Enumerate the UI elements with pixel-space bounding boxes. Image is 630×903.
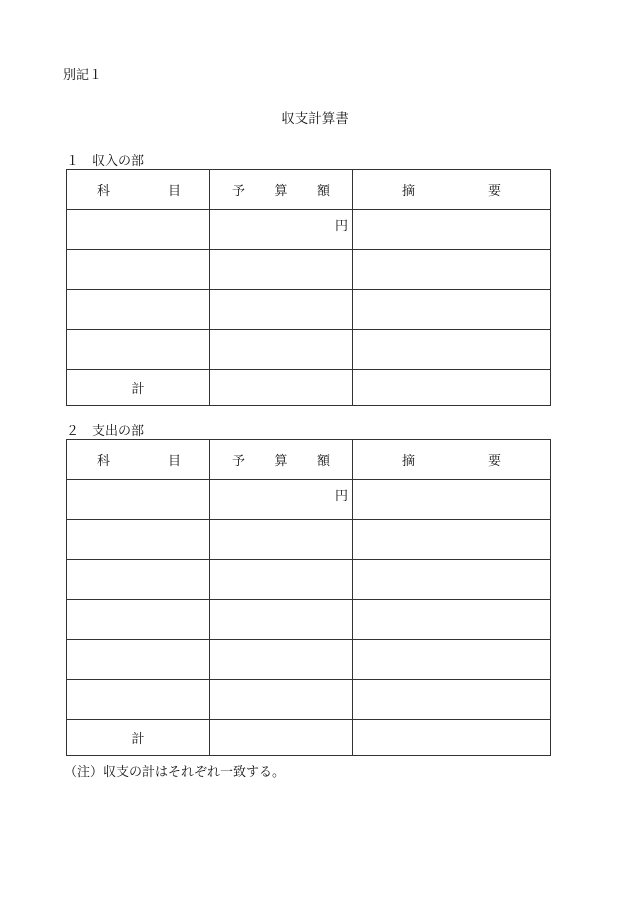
- budget-cell[interactable]: [210, 250, 353, 290]
- summary-column-header: [353, 440, 551, 480]
- subject-cell[interactable]: [67, 600, 210, 640]
- expense-row: [67, 520, 551, 560]
- budget-cell[interactable]: [210, 210, 353, 250]
- budget-cell[interactable]: [210, 290, 353, 330]
- expense-row: [67, 640, 551, 680]
- income-table: [66, 169, 551, 406]
- header-char: 予: [232, 184, 246, 199]
- budget-column-header: [210, 170, 353, 210]
- income-header-row: [67, 170, 551, 210]
- expense-total-row: [67, 720, 551, 756]
- header-char: 目: [167, 184, 181, 199]
- income-total-row: [67, 370, 551, 406]
- expense-table: [66, 439, 551, 756]
- summary-cell[interactable]: [353, 480, 551, 520]
- income-row: [67, 210, 551, 250]
- summary-cell[interactable]: [353, 250, 551, 290]
- budget-total-cell[interactable]: [210, 370, 353, 406]
- header-char: 摘: [402, 184, 416, 199]
- summary-cell[interactable]: [353, 370, 551, 406]
- header-char: 要: [487, 184, 501, 199]
- footnote: （注）収支の計はそれぞれ一致する。: [64, 765, 286, 780]
- summary-cell[interactable]: [353, 600, 551, 640]
- summary-column-header: [353, 170, 551, 210]
- subject-column-header: [67, 170, 210, 210]
- expense-row: [67, 600, 551, 640]
- subject-cell[interactable]: [67, 680, 210, 720]
- subject-cell[interactable]: [67, 250, 210, 290]
- income-row: [67, 330, 551, 370]
- subject-cell[interactable]: [67, 560, 210, 600]
- budget-cell[interactable]: [210, 560, 353, 600]
- yen-unit-label: 円: [334, 489, 348, 504]
- summary-cell[interactable]: [353, 560, 551, 600]
- budget-cell[interactable]: [210, 600, 353, 640]
- appendix-label: 別記１: [63, 68, 103, 83]
- expense-section-heading: ２ 支出の部: [66, 424, 145, 439]
- subject-cell[interactable]: [67, 210, 210, 250]
- header-char: 額: [316, 454, 330, 469]
- yen-unit-label: 円: [334, 219, 348, 234]
- header-char: 算: [274, 184, 288, 199]
- expense-header-row: [67, 440, 551, 480]
- budget-column-header: [210, 440, 353, 480]
- summary-cell[interactable]: [353, 330, 551, 370]
- subject-cell[interactable]: [67, 520, 210, 560]
- header-char: 予: [232, 454, 246, 469]
- budget-total-cell[interactable]: [210, 720, 353, 756]
- budget-cell[interactable]: [210, 680, 353, 720]
- header-char: 科: [97, 184, 111, 199]
- subject-column-header: [67, 440, 210, 480]
- summary-cell[interactable]: [353, 680, 551, 720]
- subject-cell[interactable]: [67, 480, 210, 520]
- expense-row: [67, 680, 551, 720]
- header-char: 額: [316, 184, 330, 199]
- subject-cell[interactable]: [67, 640, 210, 680]
- subject-cell[interactable]: [67, 330, 210, 370]
- budget-cell[interactable]: [210, 640, 353, 680]
- budget-cell[interactable]: [210, 520, 353, 560]
- summary-cell[interactable]: [353, 520, 551, 560]
- summary-cell[interactable]: [353, 290, 551, 330]
- header-char: 科: [97, 454, 111, 469]
- document-title: 収支計算書: [281, 111, 349, 127]
- income-section-heading: １ 収入の部: [66, 154, 145, 169]
- header-char: 目: [167, 454, 181, 469]
- income-row: [67, 290, 551, 330]
- header-char: 要: [487, 454, 501, 469]
- expense-row: [67, 560, 551, 600]
- expense-row: [67, 480, 551, 520]
- budget-cell[interactable]: [210, 330, 353, 370]
- total-label: 計: [67, 370, 210, 406]
- header-char: 摘: [402, 454, 416, 469]
- income-row: [67, 250, 551, 290]
- subject-cell[interactable]: [67, 290, 210, 330]
- summary-cell[interactable]: [353, 720, 551, 756]
- total-label: 計: [67, 720, 210, 756]
- summary-cell[interactable]: [353, 210, 551, 250]
- summary-cell[interactable]: [353, 640, 551, 680]
- budget-cell[interactable]: [210, 480, 353, 520]
- header-char: 算: [274, 454, 288, 469]
